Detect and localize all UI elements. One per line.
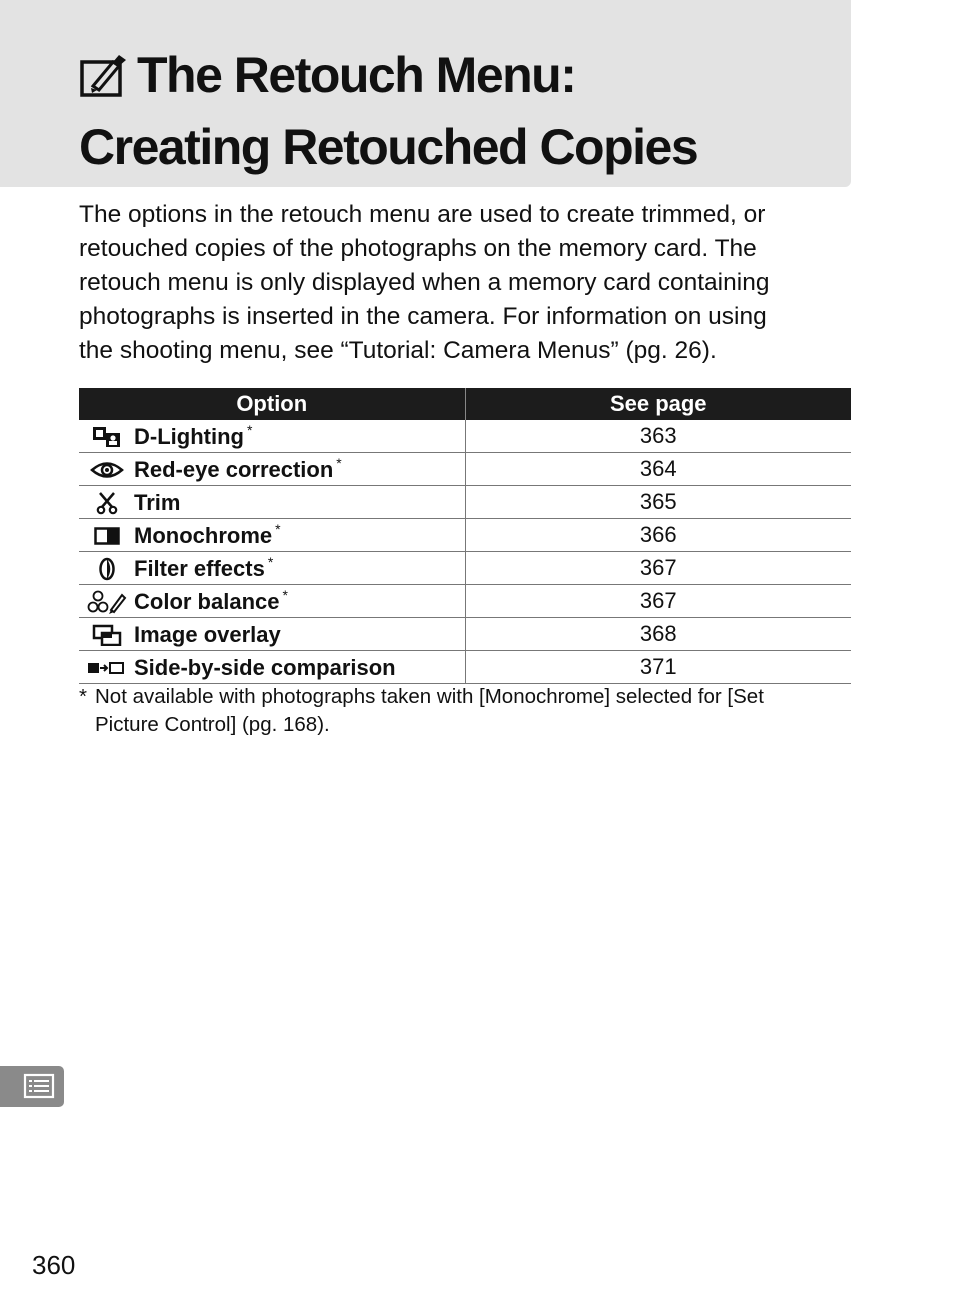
table-row: [79, 585, 851, 618]
table-row: [79, 519, 851, 552]
table-row: [79, 552, 851, 585]
intro-line: retouch menu is only displayed when a memory card containing: [79, 269, 770, 296]
color-balance-icon: [79, 585, 134, 618]
page-ref: 366: [465, 519, 851, 552]
title-text-line-2: Creating Retouched Copies: [79, 119, 698, 175]
option-label: Red-eye correction: [134, 457, 334, 482]
page-ref: 367: [465, 585, 851, 618]
footnote-line: Picture Control] (pg. 168).: [95, 713, 330, 736]
page-ref: 367: [465, 552, 851, 585]
intro-line: retouched copies of the photographs on the memory card. The: [79, 235, 757, 262]
footnote: [79, 683, 849, 739]
title-line-1: [79, 42, 697, 114]
d-lighting-icon: [79, 420, 134, 453]
table-row: [79, 453, 851, 486]
table-row: [79, 420, 851, 453]
table-row: [79, 618, 851, 651]
option-label: Image overlay: [134, 622, 281, 647]
title-text-line-1: The Retouch Menu:: [137, 47, 576, 103]
asterisk-mark: *: [336, 455, 342, 471]
retouch-options-table: [79, 388, 851, 684]
table-row: [79, 486, 851, 519]
asterisk-mark: *: [275, 521, 281, 537]
trim-scissors-icon: [79, 486, 134, 519]
asterisk-mark: *: [246, 422, 253, 438]
side-by-side-icon: [79, 651, 134, 684]
red-eye-icon: [79, 453, 134, 486]
filter-effects-icon: [79, 552, 134, 585]
header-see-page: See page: [465, 388, 851, 420]
table-row: [79, 651, 851, 684]
monochrome-icon: [79, 519, 134, 552]
page-ref: 368: [465, 618, 851, 651]
footnote-line: Not available with photographs taken with [Monochrome] selected for [Set: [95, 685, 764, 708]
image-overlay-icon: [79, 618, 134, 651]
page-ref: 371: [465, 651, 851, 684]
option-label: Trim: [134, 490, 181, 515]
page-ref: 365: [465, 486, 851, 519]
option-label: D-Lighting: [134, 424, 244, 449]
footnote-mark: *: [79, 685, 87, 708]
option-label: Filter effects: [134, 556, 265, 581]
option-label: Side-by-side comparison: [134, 655, 396, 680]
menu-list-icon: [23, 1073, 55, 1099]
asterisk-mark: *: [282, 587, 288, 603]
option-label: Color balance: [134, 589, 280, 614]
intro-line: photographs is inserted in the camera. For information on using: [79, 303, 767, 330]
option-label: Monochrome: [134, 523, 273, 548]
intro-line: The options in the retouch menu are used to create trimmed, or: [79, 201, 766, 228]
intro-line: the shooting menu, see “Tutorial: Camera Menus” (pg. 26).: [79, 337, 717, 364]
page-title: [79, 42, 697, 180]
intro-paragraph: [79, 198, 849, 368]
page-ref: 364: [465, 453, 851, 486]
page-number: 360: [32, 1250, 76, 1280]
footnote-text: [79, 683, 849, 739]
page-ref: 363: [465, 420, 851, 453]
menu-section-tab: [0, 1066, 64, 1107]
table-header-row: [79, 388, 851, 420]
header-option: Option: [79, 388, 465, 420]
retouch-brush-icon: [79, 48, 129, 114]
asterisk-mark: *: [267, 554, 274, 570]
